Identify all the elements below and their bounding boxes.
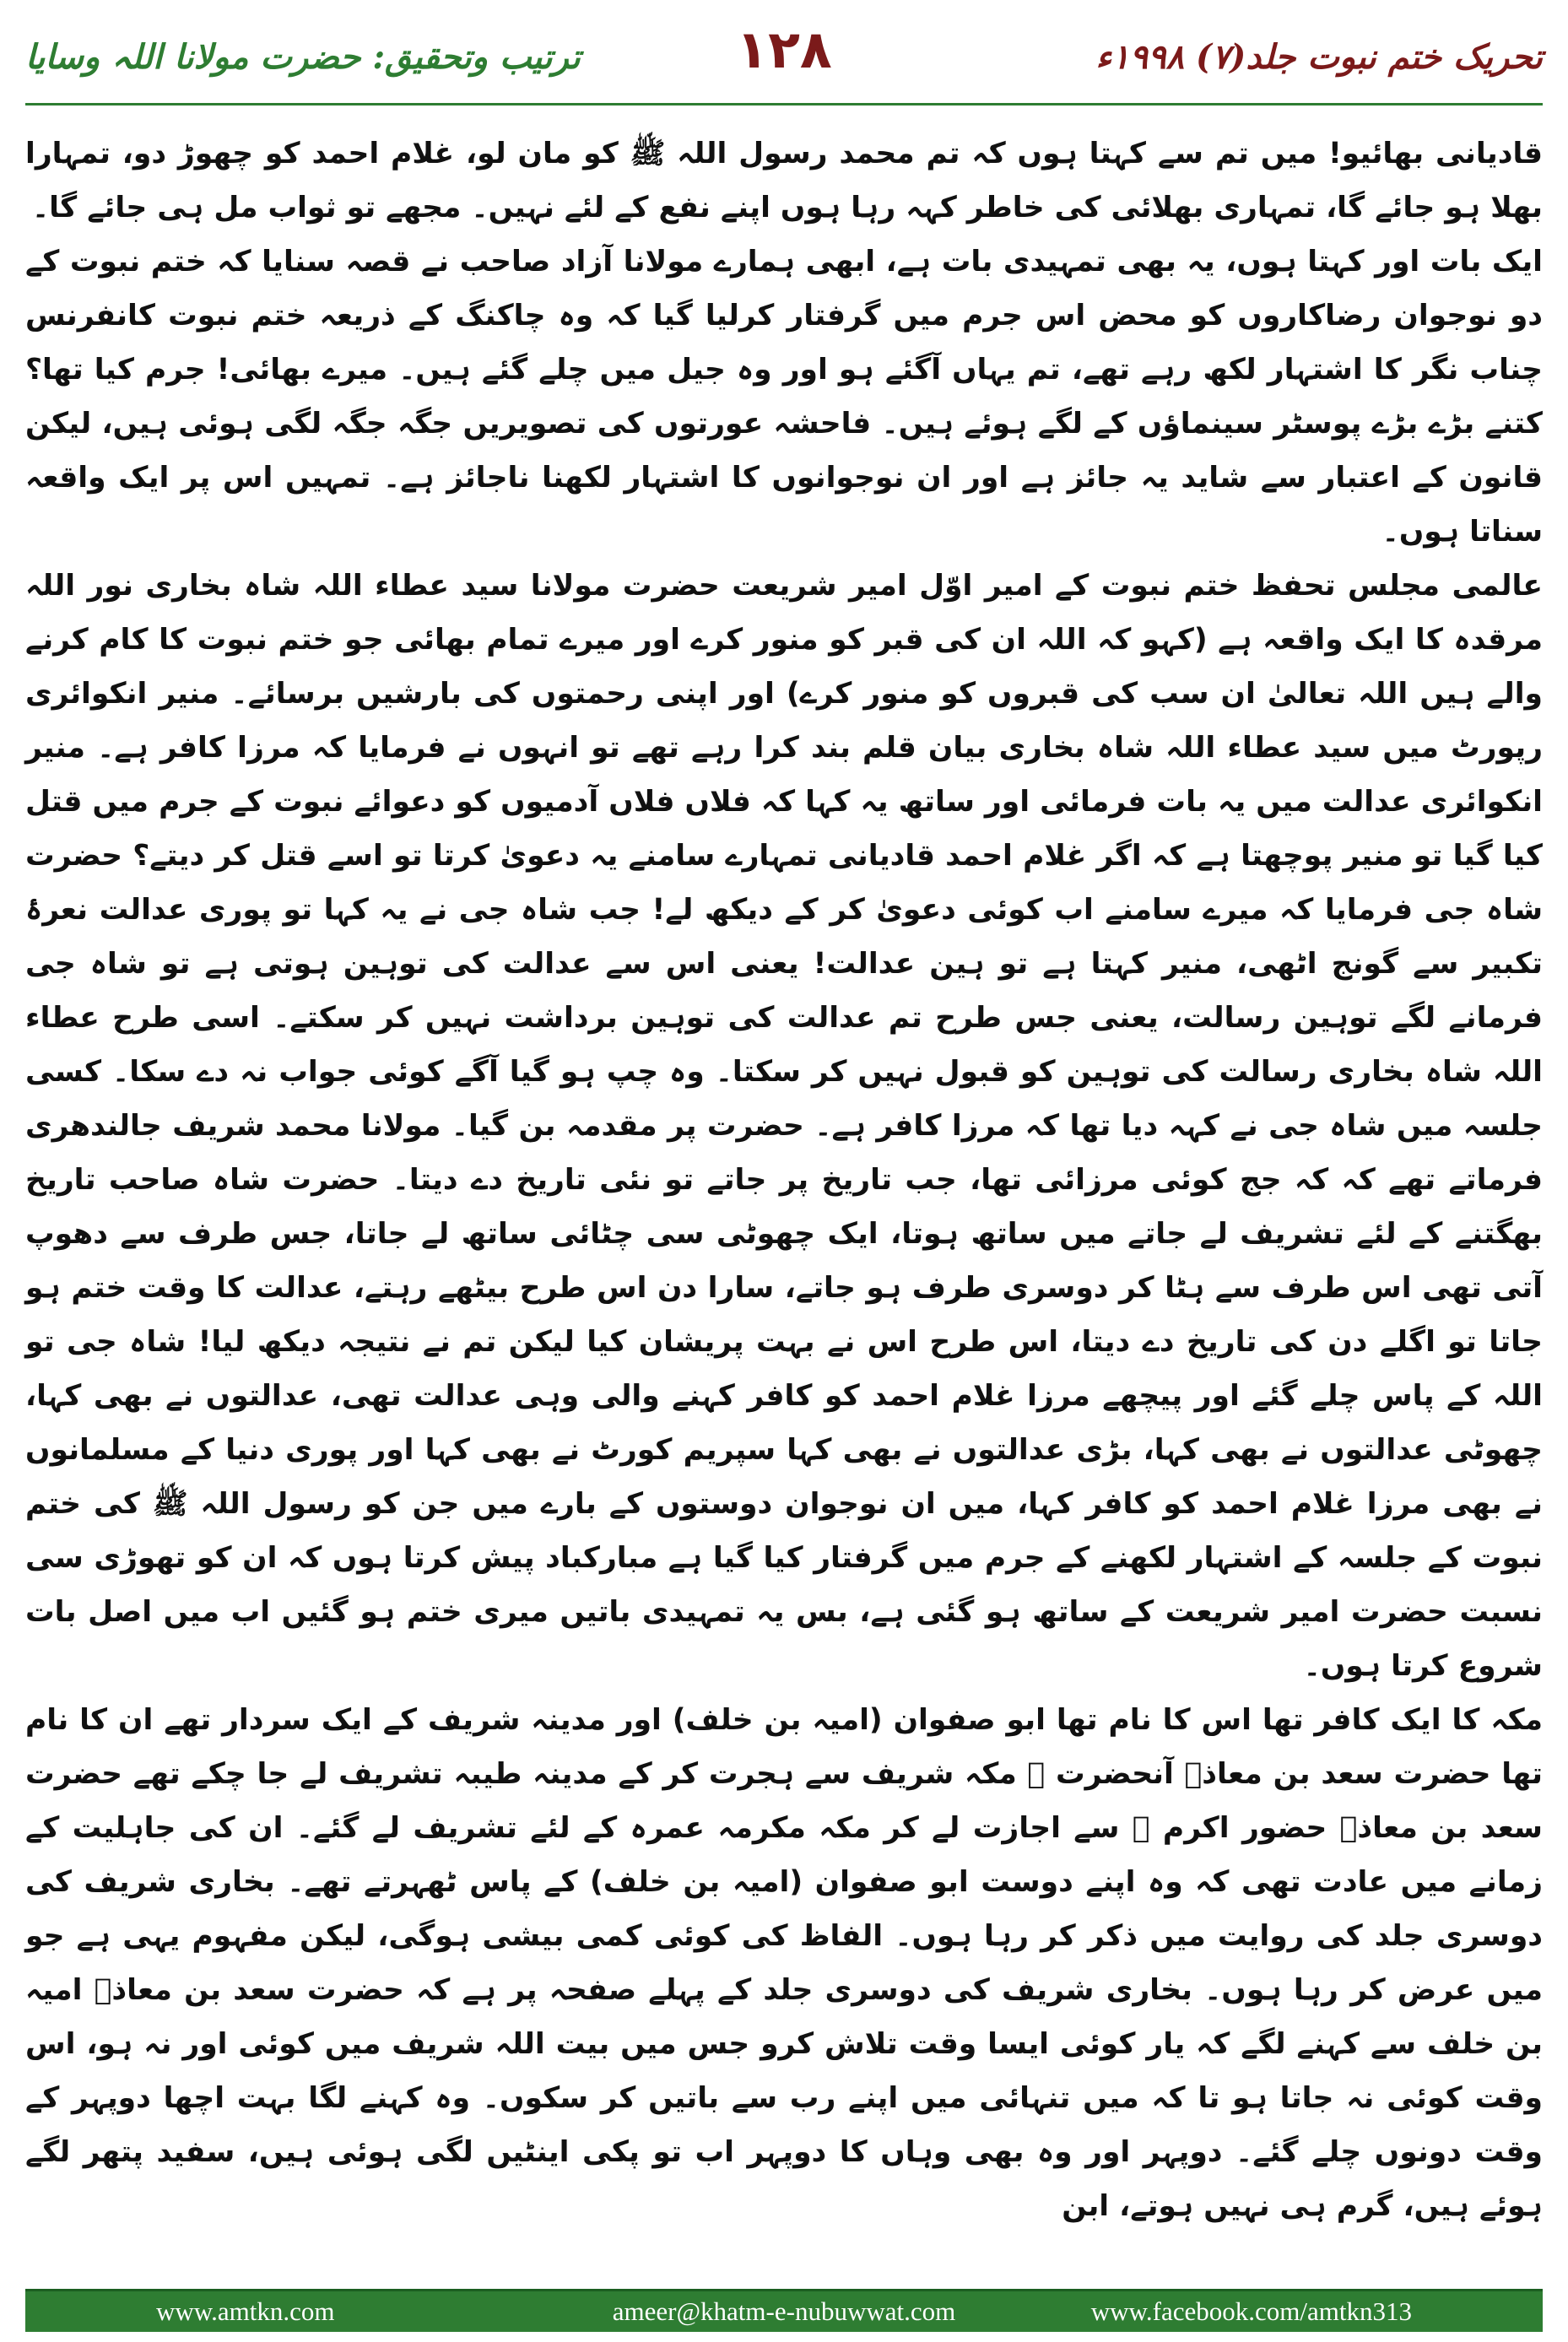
paragraph: عالمی مجلس تحفظ ختم نبوت کے امیر اوّل امیر شریعت حضرت مولانا سید عطاء اللہ شاہ بخاری نور اللہ مرقدہ کا ایک واقعہ ہے (کہو کہ اللہ ان کی قبر کو منور کرے اور میرے تمام بھائی جو ختم نبوت کا کام کرنے والے ہیں اللہ تعالیٰ ان سب کی قبروں کو منور کرے) اور اپنی رحمتوں کی بارشیں برسائے۔ منیر انکوائری رپورٹ میں سید عطاء اللہ شاہ بخاری بیان قلم بند کرا رہے تھے تو انہوں نے فرمایا کہ مرزا کافر ہے۔ منیر انکوائری عدالت میں یہ بات فرمائی اور ساتھ یہ کہا کہ فلاں فلاں آدمیوں کو دعوائے نبوت کے جرم میں قتل کیا گیا تو منیر پوچھتا ہے کہ اگر غلام احمد قادیانی تمہارے سامنے یہ دعویٰ کرتا تو اسے قتل کر دیتے؟ حضرت شاہ جی فرمایا کہ میرے سامنے اب کوئی دعویٰ کر کے دیکھ لے! جب شاہ جی نے یہ کہا تو پوری عدالت نعرۂ تکبیر سے گونج اٹھی، منیر کہتا ہے تو ہین عدالت! یعنی اس سے عدالت کی توہین ہوتی ہے تو شاہ جی فرمانے لگے توہین رسالت، یعنی جس طرح تم عدالت کی توہین برداشت نہیں کر سکتے۔ اسی طرح عطاء اللہ شاہ بخاری رسالت کی توہین کو قبول نہیں کر سکتا۔ وہ چپ ہو گیا آگے کوئی جواب نہ دے سکا۔ کسی جلسہ میں شاہ جی نے کہہ دیا تھا کہ مرزا کافر ہے۔ حضرت پر مقدمہ بن گیا۔ مولانا محمد شریف جالندھری فرماتے تھے کہ کہ جج کوئی مرزائی تھا، جب تاریخ پر جاتے تو نئی تاریخ دے دیتا۔ حضرت شاہ صاحب تاریخ بھگتنے کے لئے تشریف لے جاتے میں ساتھ ہوتا، ایک چھوٹی سی چٹائی ساتھ لے جاتا، جس طرف سے دھوپ آتی تھی اس طرف سے ہٹا کر دوسری طرف ہو جاتے، سارا دن اس طرح بیٹھے رہتے، عدالت کا وقت ختم ہو جاتا تو اگلے دن کی تاریخ دے دیتا، اس طرح اس نے بہت پریشان کیا لیکن تم نے نتیجہ دیکھ لیا! شاہ جی تو اللہ کے پاس چلے گئے اور پیچھے مرزا غلام احمد کو کافر کہنے والی وہی عدالت تھی، عدالتوں نے بھی کہا، چھوٹی عدالتوں نے بھی کہا، بڑی عدالتوں نے بھی کہا سپریم کورٹ نے بھی کہا اور پوری دنیا کے مسلمانوں نے بھی مرزا غلام احمد کو کافر کہا، میں ان نوجوان دوستوں کے بارے میں جن کو رسول اللہ ﷺ کی ختم نبوت کے جلسہ کے اشتہار لکھنے کے جرم میں گرفتار کیا گیا ہے مبارکباد پیش کرتا ہوں کہ ان کو تھوڑی سی نسبت حضرت امیر شریعت کے ساتھ ہو گئی ہے، بس یہ تمہیدی باتیں میری ختم ہو گئیں اب میں اصل بات شروع کرتا ہوں۔ (25, 569, 1543, 1683)
paragraph: مکہ کا ایک کافر تھا اس کا نام تھا ابو صفوان (امیہ بن خلف) اور مدینہ شریف کے ایک سردار تھے ان کا نام تھا حضرت سعد بن معاذؓ آنحضرت ﷺ مکہ شریف سے ہجرت کر کے مدینہ طیبہ تشریف لے جا چکے تھے حضرت سعد بن معاذؓ حضور اکرم ﷺ سے اجازت لے کر مکہ مکرمہ عمرہ کے لئے تشریف لے گئے۔ ان کی جاہلیت کے زمانے میں عادت تھی کہ وہ اپنے دوست ابو صفوان (امیہ بن خلف) کے پاس ٹھہرتے تھے۔ بخاری شریف کی دوسری جلد کی روایت میں ذکر کر رہا ہوں۔ الفاظ کی کوئی کمی بیشی ہوگی، لیکن مفہوم یہی ہے جو میں عرض کر رہا ہوں۔ بخاری شریف کی دوسری جلد کے پہلے صفحہ پر ہے کہ حضرت سعد بن معاذؓ امیہ بن خلف سے کہنے لگے کہ یار کوئی ایسا وقت تلاش کرو جس میں بیت اللہ شریف میں کوئی اور نہ ہو، اس وقت کوئی نہ جاتا ہو تا کہ میں تنہائی میں اپنے رب سے باتیں کر سکوں۔ وہ کہنے لگا بہت اچھا دوپہر کے وقت دونوں چلے گئے۔ دوپہر اور وہ بھی وہاں کا دوپہر اب تو پکی اینٹیں لگی ہوئی ہیں، سفید پتھر لگے ہوئے ہیں، گرم ہی نہیں ہوتے، ابن (25, 1703, 1543, 2223)
page-header (25, 19, 1543, 111)
compiler-credit: ترتیب وتحقیق: حضرت مولانا اللہ وسایا (25, 37, 581, 77)
paragraph: ایک بات اور کہتا ہوں، یہ بھی تمہیدی بات ہے، ابھی ہمارے مولانا آزاد صاحب نے قصہ سنایا کہ ختم نبوت کے دو نوجوان رضاکاروں کو محض اس جرم میں گرفتار کرلیا گیا کہ وہ چاکنگ کے ذریعہ ختم نبوت کانفرنس چناب نگر کا اشتہار لکھ رہے تھے، تم یہاں آگئے ہو اور وہ جیل میں چلے گئے ہیں۔ میرے بھائی! جرم کیا تھا؟ کتنے بڑے بڑے پوسٹر سینماؤں کے لگے ہوئے ہیں۔ فاحشہ عورتوں کی تصویریں جگہ جگہ لگی ہوئی ہیں، لیکن قانون کے اعتبار سے شاید یہ جائز ہے اور ان نوجوانوں کا اشتہار لکھنا ناجائز ہے۔ تمہیں اس پر ایک واقعہ سناتا ہوں۔ (25, 245, 1543, 549)
page-footer (25, 2289, 1543, 2332)
footer-email-link[interactable]: ameer@khatm-e-nubuwwat.com (612, 2296, 956, 2326)
book-title: تحریک ختم نبوت جلد(۷) ۱۹۹۸ء (1095, 37, 1543, 77)
footer-website-link[interactable]: www.amtkn.com (156, 2296, 335, 2326)
footer-facebook-link[interactable]: www.facebook.com/amtkn313 (1090, 2296, 1412, 2326)
page-number: ۱۲۸ (736, 19, 832, 80)
body-text (25, 127, 1543, 2279)
header-divider (25, 103, 1543, 105)
paragraph: قادیانی بھائیو! میں تم سے کہتا ہوں کہ تم محمد رسول اللہ ﷺ کو مان لو، غلام احمد کو چھوڑ دو، تمہارا بھلا ہو جائے گا، تمہاری بھلائی کی خاطر کہہ رہا ہوں اپنے نفع کے لئے نہیں۔ مجھے تو ثواب مل ہی جائے گا۔ (25, 137, 1543, 224)
